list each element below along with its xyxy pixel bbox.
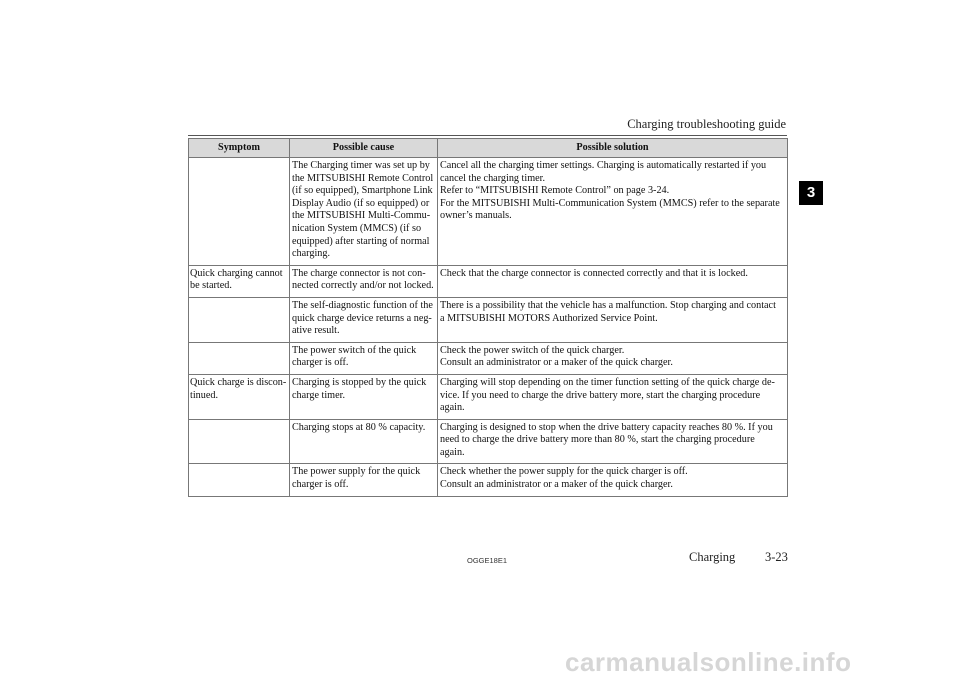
cause-line: The self-diagnostic function of the [292,299,433,311]
column-header-cause: Possible cause [290,139,438,158]
cause-line: The charge connector is not con- [292,267,426,279]
symptom-cell [189,265,290,297]
cause-line: equipped) after starting of normal [292,235,430,247]
troubleshooting-table [188,138,788,497]
table-row [189,158,788,266]
document-code: OGGE18E1 [467,556,508,565]
cause-cell [290,419,438,464]
cause-cell [290,464,438,496]
table-header-row [189,139,788,158]
cause-line: Display Audio (if so equipped) or [292,197,430,209]
symptom-cell [189,464,290,496]
cause-line: ative result. [292,325,340,337]
solution-line: cancel the charging timer. [440,172,546,184]
cause-line: The Charging timer was set up by [292,160,430,171]
column-header-symptom: Symptom [189,139,290,158]
cause-line: The power supply for the quick [292,466,421,478]
cause-line: charger is off. [292,479,349,491]
cause-line: quick charge device returns a neg- [292,312,432,324]
solution-line: Refer to “MITSUBISHI Remote Control” on page 3-24. [440,185,670,197]
solution-line: Check that the charge connector is connected correctly and that it is locked. [440,267,748,279]
table-row [189,419,788,464]
cause-cell [290,374,438,419]
cause-cell [290,265,438,297]
solution-line: Charging is designed to stop when the drive battery capacity reaches 80 %. If you [440,421,773,433]
solution-line: again. [440,446,465,458]
running-header: Charging troubleshooting guide [627,117,786,131]
table-row [189,297,788,342]
watermark: carmanualsonline.info [565,647,852,677]
symptom-line: be started. [190,280,232,292]
solution-line: again. [440,402,465,414]
solution-line: Check whether the power supply for the quick charger is off. [440,466,688,478]
cause-line: the MITSUBISHI Remote Control [292,172,434,184]
cause-line: Charging stops at 80 % capacity. [292,421,426,433]
header-rule [188,135,787,136]
solution-cell [438,342,788,374]
solution-line: need to charge the drive battery more than 80 %, start the charging procedure [440,434,755,446]
solution-cell [438,374,788,419]
cause-line: The power switch of the quick [292,344,417,356]
solution-cell [438,297,788,342]
solution-cell [438,265,788,297]
table-row [189,464,788,496]
cause-line: charger is off. [292,357,349,369]
cause-cell [290,297,438,342]
symptom-cell [189,342,290,374]
cause-line: charge timer. [292,389,345,401]
solution-line: Cancel all the charging timer settings. Charging is automatically restarted if you [440,160,767,171]
column-header-solution: Possible solution [438,139,788,158]
symptom-line: Quick charging cannot [190,267,283,279]
solution-line: a MITSUBISHI MOTORS Authorized Service Point. [440,312,658,324]
page-number: 3-23 [765,550,788,564]
solution-line: For the MITSUBISHI Multi-Communication System (MMCS) refer to the separate [440,197,780,209]
solution-line: Consult an administrator or a maker of the quick charger. [440,479,673,491]
symptom-cell [189,297,290,342]
cause-cell [290,158,438,266]
cause-line: nected correctly and/or not locked. [292,280,434,292]
solution-cell [438,158,788,266]
solution-line: There is a possibility that the vehicle has a malfunction. Stop charging and contact [440,299,776,311]
symptom-line: tinued. [190,389,219,401]
cause-line: Charging is stopped by the quick [292,376,427,388]
table-row [189,374,788,419]
solution-line: Consult an administrator or a maker of the quick charger. [440,357,673,369]
cause-line: the MITSUBISHI Multi-Commu- [292,210,431,222]
cause-cell [290,342,438,374]
solution-cell [438,464,788,496]
solution-line: Check the power switch of the quick charger. [440,344,625,356]
symptom-cell [189,158,290,266]
footer-section-title: Charging [689,550,736,564]
chapter-tab: 3 [799,181,823,205]
table-row [189,265,788,297]
symptom-cell [189,419,290,464]
symptom-cell [189,374,290,419]
solution-cell [438,419,788,464]
cause-line: (if so equipped), Smartphone Link [292,185,433,197]
solution-line: owner’s manuals. [440,210,512,222]
cause-line: nication System (MMCS) (if so [292,222,422,234]
solution-line: vice. If you need to charge the drive battery more, start the charging procedure [440,389,761,401]
table-row [189,342,788,374]
cause-line: charging. [292,248,331,260]
symptom-line: Quick charge is discon- [190,376,287,388]
solution-line: Charging will stop depending on the timer function setting of the quick charge de- [440,376,775,388]
